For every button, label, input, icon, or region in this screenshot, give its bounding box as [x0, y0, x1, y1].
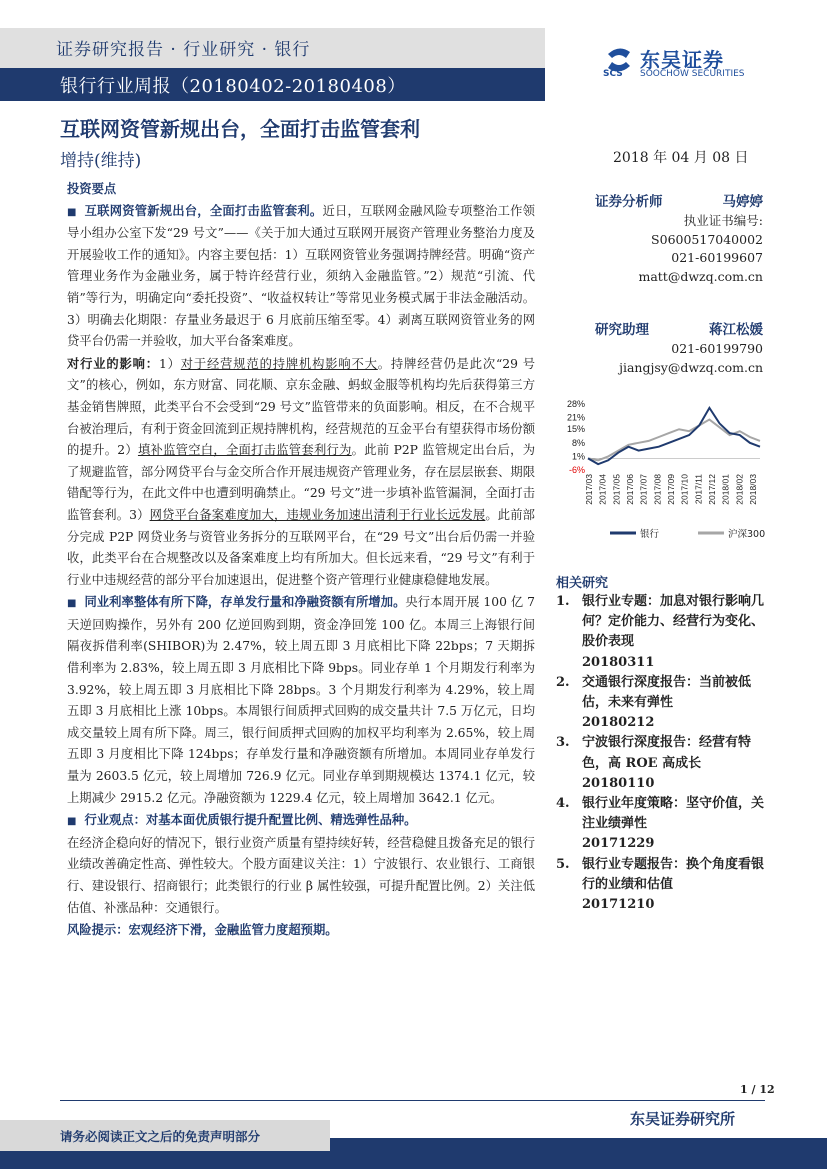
analyst-phone: 021-60199607: [671, 250, 763, 265]
page-number: 1 / 12: [740, 1083, 775, 1096]
square-bullet-icon: ■: [67, 598, 77, 610]
x-tick-label: 2017/07: [638, 474, 649, 505]
report-title: 银行行业周报（20180402-20180408）: [60, 76, 406, 97]
y-tick-label: 21%: [566, 412, 585, 423]
list-item[interactable]: 4. 银行业年度策略：坚守价值，关注业绩弹性 20171229: [556, 796, 765, 852]
square-bullet-icon: ■: [67, 206, 77, 218]
series-line: [588, 408, 760, 464]
footer-org: 东吴证券研究所: [630, 1110, 736, 1128]
x-tick-label: 2017/05: [611, 474, 622, 505]
x-tick-label: 2017/06: [625, 474, 635, 505]
paragraph-view-text: 在经济企稳向好的情况下，银行业资产质量有望持续好转，经营稳健且拨备充足的银行业绩改善确定性高、弹性较大。个股方面建议关注：1）宁波银行、农业银行、工商银行、建设银行、招商银行；此类银行的行业 β 属性较强，可提升配置比例。2）关注低估值、补涨品种：交通银行。: [67, 835, 535, 915]
x-tick-label: 2018/01: [720, 474, 731, 505]
rating: 增持(维持): [60, 151, 142, 171]
legend-label: 沪深300: [728, 529, 766, 540]
disclaimer-note: 请务必阅读正文之后的免责声明部分: [60, 1129, 261, 1144]
y-tick-label: -6%: [568, 465, 585, 475]
analyst-cert: S0600517040002: [651, 231, 763, 247]
analyst-block-2: [595, 318, 763, 377]
x-tick-label: 2017/12: [707, 474, 717, 505]
analyst-name: 马婷婷: [722, 194, 763, 210]
analyst-name: 蒋江松媛: [709, 322, 763, 338]
logo-text: 东吴证券: [640, 48, 724, 72]
x-tick-label: 2017/09: [666, 474, 676, 505]
y-tick-label: 1%: [571, 451, 585, 462]
related-list: [556, 592, 766, 915]
main-body: [67, 178, 535, 941]
footer-divider: [60, 1100, 765, 1101]
analyst-cert-label: 执业证书编号:: [683, 213, 763, 228]
square-bullet-icon: ■: [67, 816, 77, 828]
paragraph-regulation: ■ 互联网资管新规出台，全面打击监管套利。近日，互联网金融风险专项整治工作领导小组办公室下发“29 号文”——《关于加大通过互联网开展资产管理业务整治力度及开展验收工作的通知》。内容主要包括：1）互联网资管业务强调持牌经营。明确“资产管理业务作为金融业务，属于特许经营行业，须纳入金融监管。”2）规范“引流、代销”等行为，明确定向“委托投资”、“收益权转让”等常见业务模式属于非法金融活动。3）明确去化期限：存量业务最迟于 6 月底前压缩至零。4）剥离互联网资管业务的网贷平台仍需一并验收，加大平台备案难度。: [67, 202, 535, 349]
analyst-block-1: [595, 190, 763, 286]
list-item[interactable]: 3. 宁波银行深度报告：经营有特色，高 ROE 高成长 20180110: [556, 735, 752, 791]
performance-chart: [560, 398, 768, 548]
analyst-role: 证券分析师: [595, 194, 663, 210]
y-tick-label: 28%: [566, 399, 585, 409]
list-item[interactable]: 5. 银行业专题报告：换个角度看银行的业绩和估值 20171210: [556, 856, 765, 913]
paragraph-rates: ■ 同业利率整体有所下降，存单发行量和净融资额有所增加。央行本周开展 100 亿 7 天逆回购操作，另外有 200 亿逆回购到期，资金净回笼 100 亿。本周三上海银行间隔夜拆借利率(SHIBOR)为 2.47%，较上周五即 3 月底相比下降 22bps；7 天期拆借利率为 2.83%，较上周五即 3 月底相比下降 9bps。同业存单 1 个月期发行利率为 3.92%，较上周五即 3 月底相比下降 28bps。3 个月期发行利率为 4.29%，较上周五即 3 月底相比上涨 10bps。本周银行间质押式回购的成交量共计 7.5 万亿元，日均成交量较上周有所下降。周三，银行间质押式回购的加权平均利率为 2.65%，较上周五即 3 月度相比下降 124bps；存单发行量和净融资额有所增加。本周同业存单发行量为 2603.5 亿元，较上周增加 726.9 亿元。同业存单到期规模达 1374.1 亿元，较上期减少 2915.2 亿元。净融资额为 1229.4 亿元，较上周增加 3642.1 亿元。: [67, 594, 535, 805]
report-date: 2018 年 04 月 08 日: [613, 150, 749, 166]
x-tick-label: 2018/03: [748, 474, 758, 505]
related-heading: 相关研究: [556, 576, 609, 591]
legend-label: 银行: [640, 529, 660, 540]
paragraph-impact: 对行业的影响：1）对于经营规范的持牌机构影响不大。持牌经营仍是此次“29 号文”的核心，例如，东方财富、同花顺、京东金融、蚂蚁金服等机构均先后获得第三方基金销售牌照，此类平台不会受到“29 号文”监管带来的负面影响。相反，在不合规平台被治理后，有利于资金回流到正规持牌机构，经营规范的互金平台有望获得市场份额的提升。2）填补监管空白，全面打击监管套利行为。此前 P2P 监管规定出台后，为了规避监管，部分网贷平台与金交所合作开展违规资产管理业务，存在层层嵌套、期限错配等行为，在此文件中也遭到明确禁止。“29 号文”进一步填补监管漏洞，全面打击监管套利。3）网贷平台备案难度加大，违规业务加速出清利于行业长远发展。此前部分完成 P2P 网贷业务与资管业务拆分的互联网平台，在“29 号文”出台后仍需一并验收，此类平台在合规整改以及备案难度上均有所加大。但长远来看，“29 号文”有利于行业中违规经营的部分平台加速退出，促进整个资产管理行业健康稳健地发展。: [67, 355, 535, 587]
x-tick-label: 2017/08: [652, 474, 663, 505]
list-item[interactable]: 2. 交通银行深度报告：当前被低估，未来有弹性 20180212: [556, 674, 752, 731]
page-title: 互联网资管新规出台，全面打击监管套利: [60, 117, 420, 141]
paragraph-view: ■ 行业观点：对基本面优质银行提升配置比例、精选弹性品种。: [67, 812, 417, 828]
logo-abbr: SCS: [603, 69, 623, 79]
x-tick-label: 2017/10: [679, 474, 690, 505]
section-heading: 投资要点: [67, 181, 117, 196]
y-tick-label: 15%: [566, 424, 585, 435]
logo-english: SOOCHOW SECURITIES: [640, 69, 745, 79]
x-tick-label: 2017/03: [584, 474, 594, 505]
x-tick-label: 2017/04: [597, 474, 608, 505]
analyst-email[interactable]: jiangjsy@dwzq.com.cn: [619, 359, 763, 375]
x-tick-label: 2018/02: [734, 474, 745, 505]
risk-warning: 风险提示：宏观经济下滑，金融监管力度超预期。: [67, 922, 338, 938]
analyst-role: 研究助理: [595, 322, 649, 338]
y-tick-label: 8%: [571, 437, 585, 448]
list-item[interactable]: 1. 银行业专题：加息对银行影响几何？定价能力、经营行为变化、股价表现 20180311: [556, 594, 765, 670]
x-tick-label: 2017/11: [693, 474, 704, 505]
analyst-email[interactable]: matt@dwzq.com.cn: [638, 268, 763, 284]
analyst-phone: 021-60199790: [671, 341, 763, 356]
report-category: 证券研究报告 · 行业研究 · 银行: [56, 40, 311, 60]
